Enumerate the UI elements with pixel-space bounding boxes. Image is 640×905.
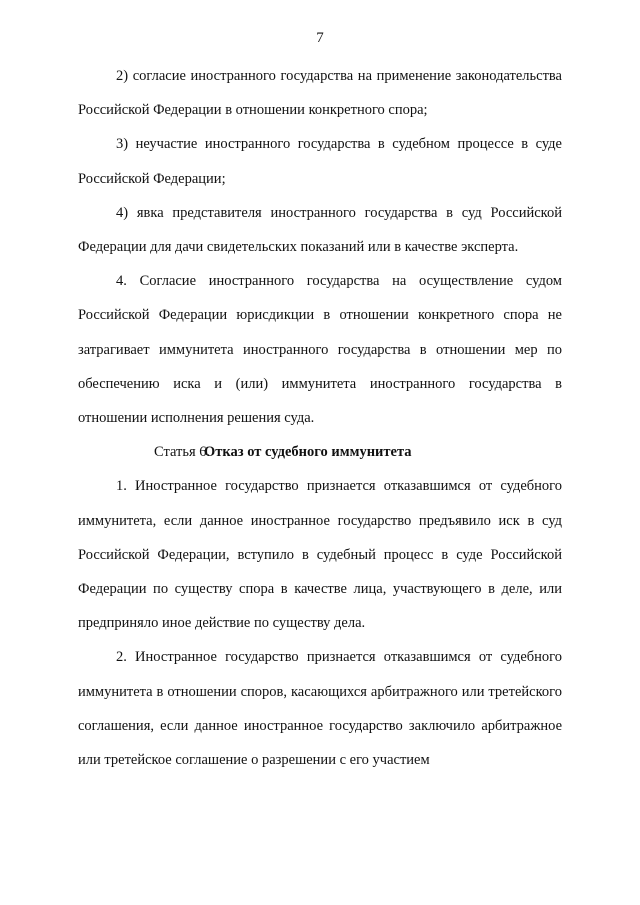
paragraph-part-4: 4. Согласие иностранного государства на осуществление судом Российской Федерации юрисдикции в отношении конкретного спора не затрагивает иммунитета иностранного государства в отношении мер по обеспечению иска и (или) иммунитета иностранного государства в отношении исполнения решения суда. <box>78 273 562 427</box>
article-title: Отказ от судебного иммунитета <box>204 444 412 461</box>
document-body <box>78 59 562 777</box>
article-heading <box>78 435 562 469</box>
page-number: 7 <box>316 30 324 46</box>
paragraph-item-4: 4) явка представителя иностранного государства в суд Российской Федерации для дачи свидетельских показаний или в качестве эксперта. <box>78 204 562 256</box>
paragraph-part-2: 2. Иностранное государство признается отказавшимся от судебного иммунитета в отношении споров, касающихся арбитражного или третейского соглашения, если данное иностранное государство заключило арбитражное или третейское соглашение о разрешении с его участием <box>78 649 562 769</box>
paragraph-item-3: 3) неучастие иностранного государства в судебном процессе в суде Российской Федерации; <box>78 136 562 187</box>
paragraph-part-1: 1. Иностранное государство признается отказавшимся от судебного иммунитета, если данное иностранное государство предъявило иск в суд Российской Федерации, вступило в судебный процесс в суде Российской Федерации по существу спора в качестве лица, участвующего в деле, или предприняло иное действие по существу дела. <box>78 478 562 632</box>
paragraph-item-2: 2) согласие иностранного государства на применение законодательства Российской Федерации в отношении конкретного спора; <box>78 68 562 119</box>
article-number: Статья 6. <box>154 444 211 461</box>
